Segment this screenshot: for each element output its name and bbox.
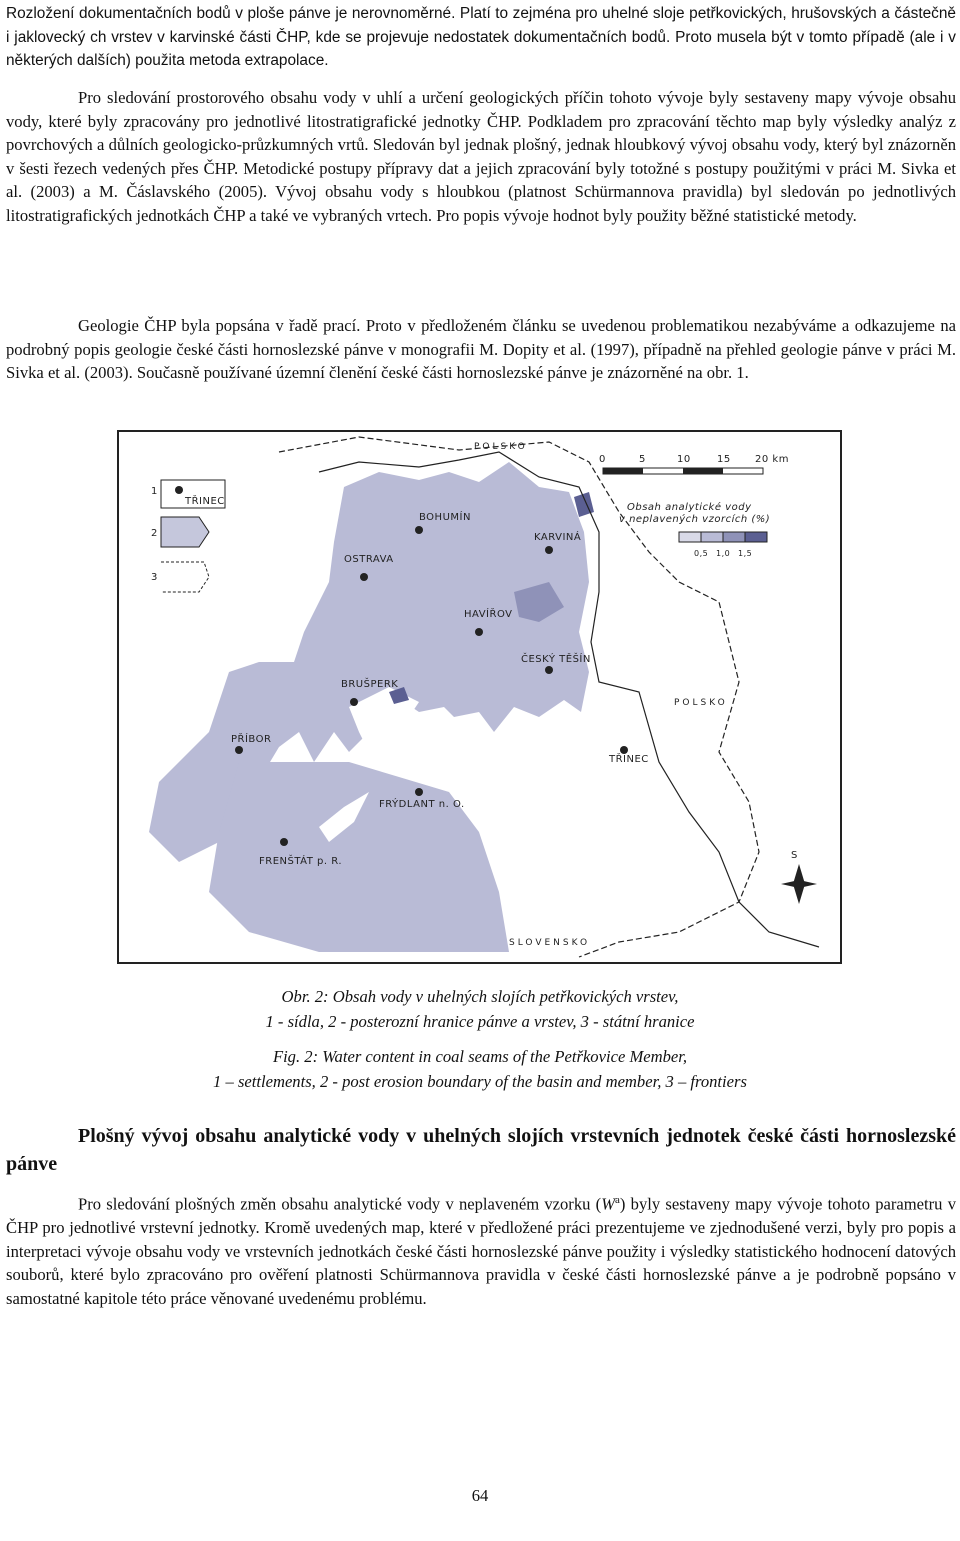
paragraph-surface-development: [6, 1189, 956, 1311]
label-pribor: PŘÍBOR: [231, 734, 272, 745]
caption-en-line1: Fig. 2: Water content in coal seams of the Petřkovice Member,: [272, 1047, 688, 1066]
scale-tick-10: 10: [677, 454, 691, 465]
water-legend-value-15: 1,5: [738, 549, 753, 558]
scale-tick-20: 20 km: [755, 454, 789, 465]
label-slovensko: SLOVENSKO: [509, 938, 591, 948]
label-polsko-right: POLSKO: [674, 698, 728, 708]
north-arrow-icon: [781, 864, 817, 904]
scale-tick-15: 15: [717, 454, 731, 465]
label-trinec: TŘINEC: [609, 754, 649, 765]
paragraph-intro: Rozložení dokumentačních bodů v ploše pánve je nerovnoměrné. Platí to zejména pro uhelné sloje petřkovických, hrušovských a částečně i jaklovecký ch vrstev v karvinské části ČHP, kde se projevuje nedostatek dokumentačních bodů. Proto musela být v tomto případě (ale i v některých dalších) použita metoda extrapolace.: [6, 5, 956, 70]
p4-symbol: W: [601, 1194, 616, 1214]
scale-tick-5: 5: [639, 454, 646, 465]
basin-area-south: [209, 762, 509, 952]
caption-cz-line2: 1 - sídla, 2 - posterozní hranice pánve a vrstev, 3 - státní hranice: [265, 1012, 695, 1031]
label-karvina: KARVINÁ: [534, 532, 582, 543]
paragraph-geology-text: Geologie ČHP byla popsána v řadě prací. Proto v předloženém článku se uvedenou problematikou nezabýváme a odkazujeme na podrobný popis geologie české části hornoslezské pánve v monografii M. Dopity et al. (1997), případně na přehled geologie pánve v práci M. Sivka et al. (2003). Současně používané územní členění české části hornoslezské pánve je znázorněné na obr. 1.: [6, 316, 956, 383]
label-ostrava: OSTRAVA: [344, 554, 394, 565]
map-svg: [119, 432, 840, 962]
scale-bar: [603, 468, 763, 474]
p4-after: ) byly sestaveny mapy vývoje tohoto parametru v ČHP pro jednotlivé vrstevní jednotky. Kromě uvedených map, které v předložené práci prezentujeme ve zjednodušené verzi, byly pro popis a interpretaci vývoje obsahu vody ve vrstevních jednotkách české části hornoslezské pánve použity i výsledky statistického hodnocení datových souborů, které bylo zpracováno pro ověření platnosti Schürmannova pravidla v české části hornoslezské pánve a je podrobně popsáno v samostatné kapitole této práce věnované uvedenému problému.: [6, 1194, 956, 1308]
legend-frontier-icon: [161, 562, 209, 592]
paragraph-methods-text: Pro sledování prostorového obsahu vody v uhlí a určení geologických příčin tohoto vývoje byly sestaveny mapy vývoje obsahu vody, které byly zpracovány pro jednotlivé litostratigrafické jednotky ČHP. Podkladem pro zpracování těchto map byly výsledky analýz z povrchových a důlních geologicko-průzkumných vrtů. Sledován byl jednak plošný, jednak hloubkový vývoj obsahu vody, který byl znázorněn v šesti řezech vedených přes ČHP. Metodické postupy přípravy dat a jejich zpracování byly totožné s postupy použitými v práci M. Sivka et al. (2003) a M. Čáslavského (2005). Vývoj obsahu vody s hloubkou (platnost Schürmannova pravidla) byl sledován po jednotlivých litostratigrafických jednotkách ČHP a také ve vybraných vrtech. Pro popis vývoje hodnot byly použity běžné statistické metody.: [6, 88, 956, 225]
legend-num-1: 1: [151, 486, 158, 497]
page-number: 64: [471, 1486, 489, 1505]
caption-en-line2: 1 – settlements, 2 - post erosion boundary of the basin and member, 3 – frontiers: [213, 1072, 747, 1091]
label-bohumin: BOHUMÍN: [419, 512, 471, 523]
paragraph-geology: [6, 314, 956, 385]
section-heading-text: Plošný vývoj obsahu analytické vody v uhelných slojích vrstevních jednotek české části hornoslezské pánve: [6, 1125, 956, 1175]
legend-settlement-icon: [175, 486, 183, 494]
legend-num-2: 2: [151, 528, 158, 539]
legend-label-trinec: TŘINEC: [185, 496, 225, 507]
label-brusperk: BRUŠPERK: [341, 679, 399, 690]
legend-boundary-icon: [161, 517, 209, 547]
paragraph-methods: [6, 86, 956, 228]
label-frydlant: FRÝDLANT n. O.: [379, 799, 465, 810]
section-heading: [6, 1122, 956, 1178]
map-figure: [117, 430, 842, 964]
water-legend-swatches: [679, 532, 767, 542]
water-legend-title-1: Obsah analytické vody: [627, 502, 752, 513]
legend-num-3: 3: [151, 572, 158, 583]
scale-tick-0: 0: [599, 454, 606, 465]
p4-before: Pro sledování plošných změn obsahu analytické vody v neplaveném vzorku (: [78, 1194, 602, 1214]
caption-cz-line1: Obr. 2: Obsah vody v uhelných slojích petřkovických vrstev,: [281, 987, 679, 1006]
label-cesky-tesin: ČESKÝ TĚŠÍN: [521, 654, 591, 665]
p4-sup: a: [615, 1194, 620, 1206]
water-legend-value-05: 0,5: [694, 549, 709, 558]
label-polsko-top: POLSKO: [474, 442, 528, 452]
water-legend-value-10: 1,0: [716, 549, 731, 558]
label-north: S: [791, 850, 798, 861]
label-frenstat: FRENŠTÁT p. R.: [259, 856, 343, 867]
water-legend-title-2: v neplavených vzorcích (%): [619, 514, 771, 525]
label-havirov: HAVÍŘOV: [464, 609, 513, 620]
